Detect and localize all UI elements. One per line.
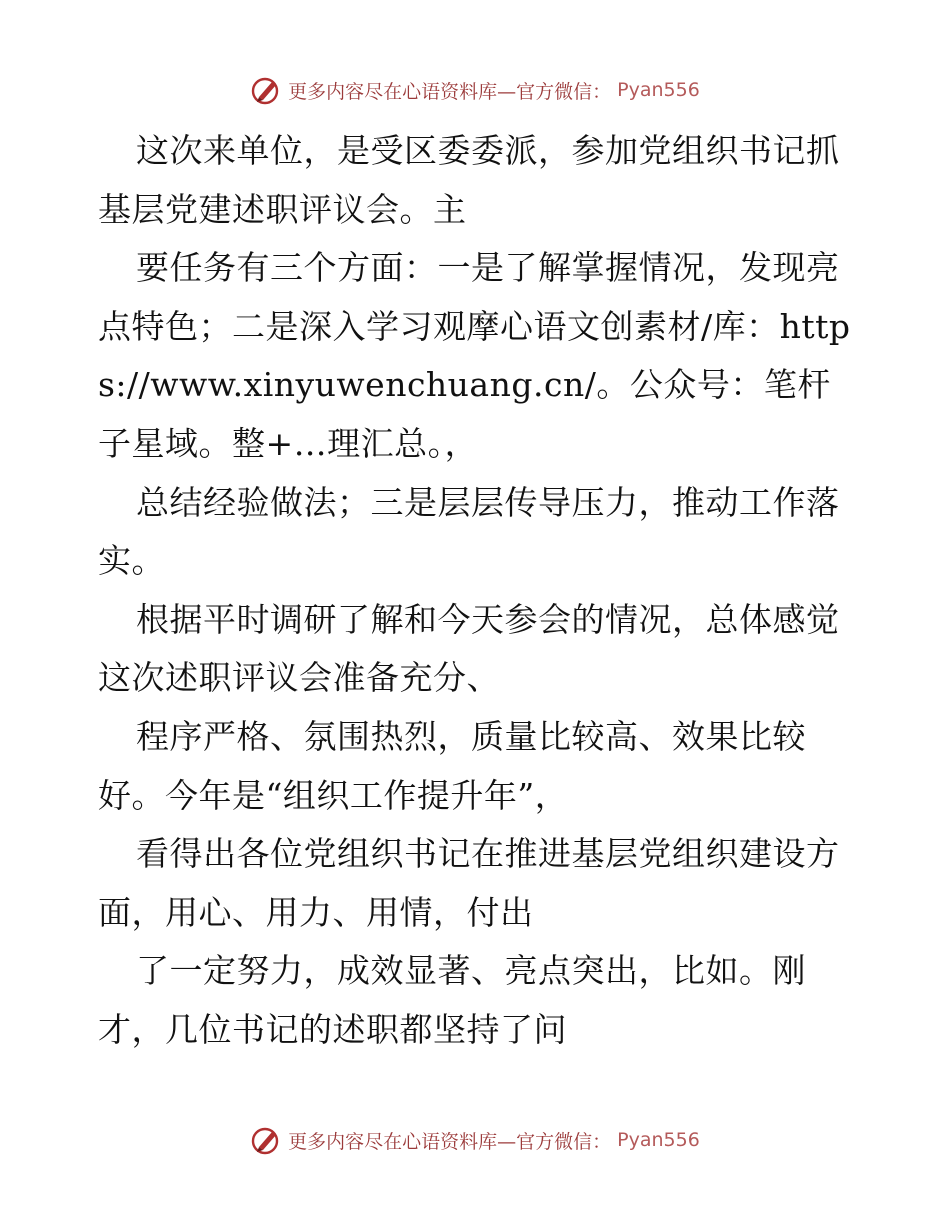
paragraph-2: 要任务有三个方面：一是了解掌握情况，发现亮点特色；二是深入学习观摩心语文创素材/库：https://www.xinyuwenchuang.cn/。公众号：笔杆子星域。整+…理汇总。， (98, 248, 851, 463)
paragraph-6: 看得出各位党组织书记在推进基层党组织建设方面，用心、用力、用情，付出 (98, 834, 840, 932)
watermark-text: 更多内容尽在心语资料库—官方微信： (288, 1130, 612, 1153)
paragraph-1: 这次来单位，是受区委委派，参加党组织书记抓基层党建述职评议会。主 (98, 131, 840, 229)
paragraph-5: 程序严格、氛围热烈，质量比较高、效果比较好。今年是“组织工作提升年”， (98, 716, 806, 815)
watermark-header (0, 74, 950, 106)
paragraph-3: 总结经验做法；三是层层传导压力，推动工作落实。 (98, 482, 840, 581)
document-body (98, 122, 858, 1060)
pen-logo-icon (250, 1124, 282, 1156)
watermark-footer (0, 1124, 950, 1156)
watermark-id: Pyan556 (617, 1129, 700, 1151)
pen-logo-icon (250, 74, 282, 106)
watermark-id: Pyan556 (617, 79, 700, 101)
paragraph-4: 根据平时调研了解和今天参会的情况，总体感觉这次述职评议会准备充分、 (98, 599, 840, 698)
paragraph-7: 了一定努力，成效显著、亮点突出，比如。刚才，几位书记的述职都坚持了问 (98, 951, 806, 1049)
watermark-text: 更多内容尽在心语资料库—官方微信： (288, 80, 612, 103)
